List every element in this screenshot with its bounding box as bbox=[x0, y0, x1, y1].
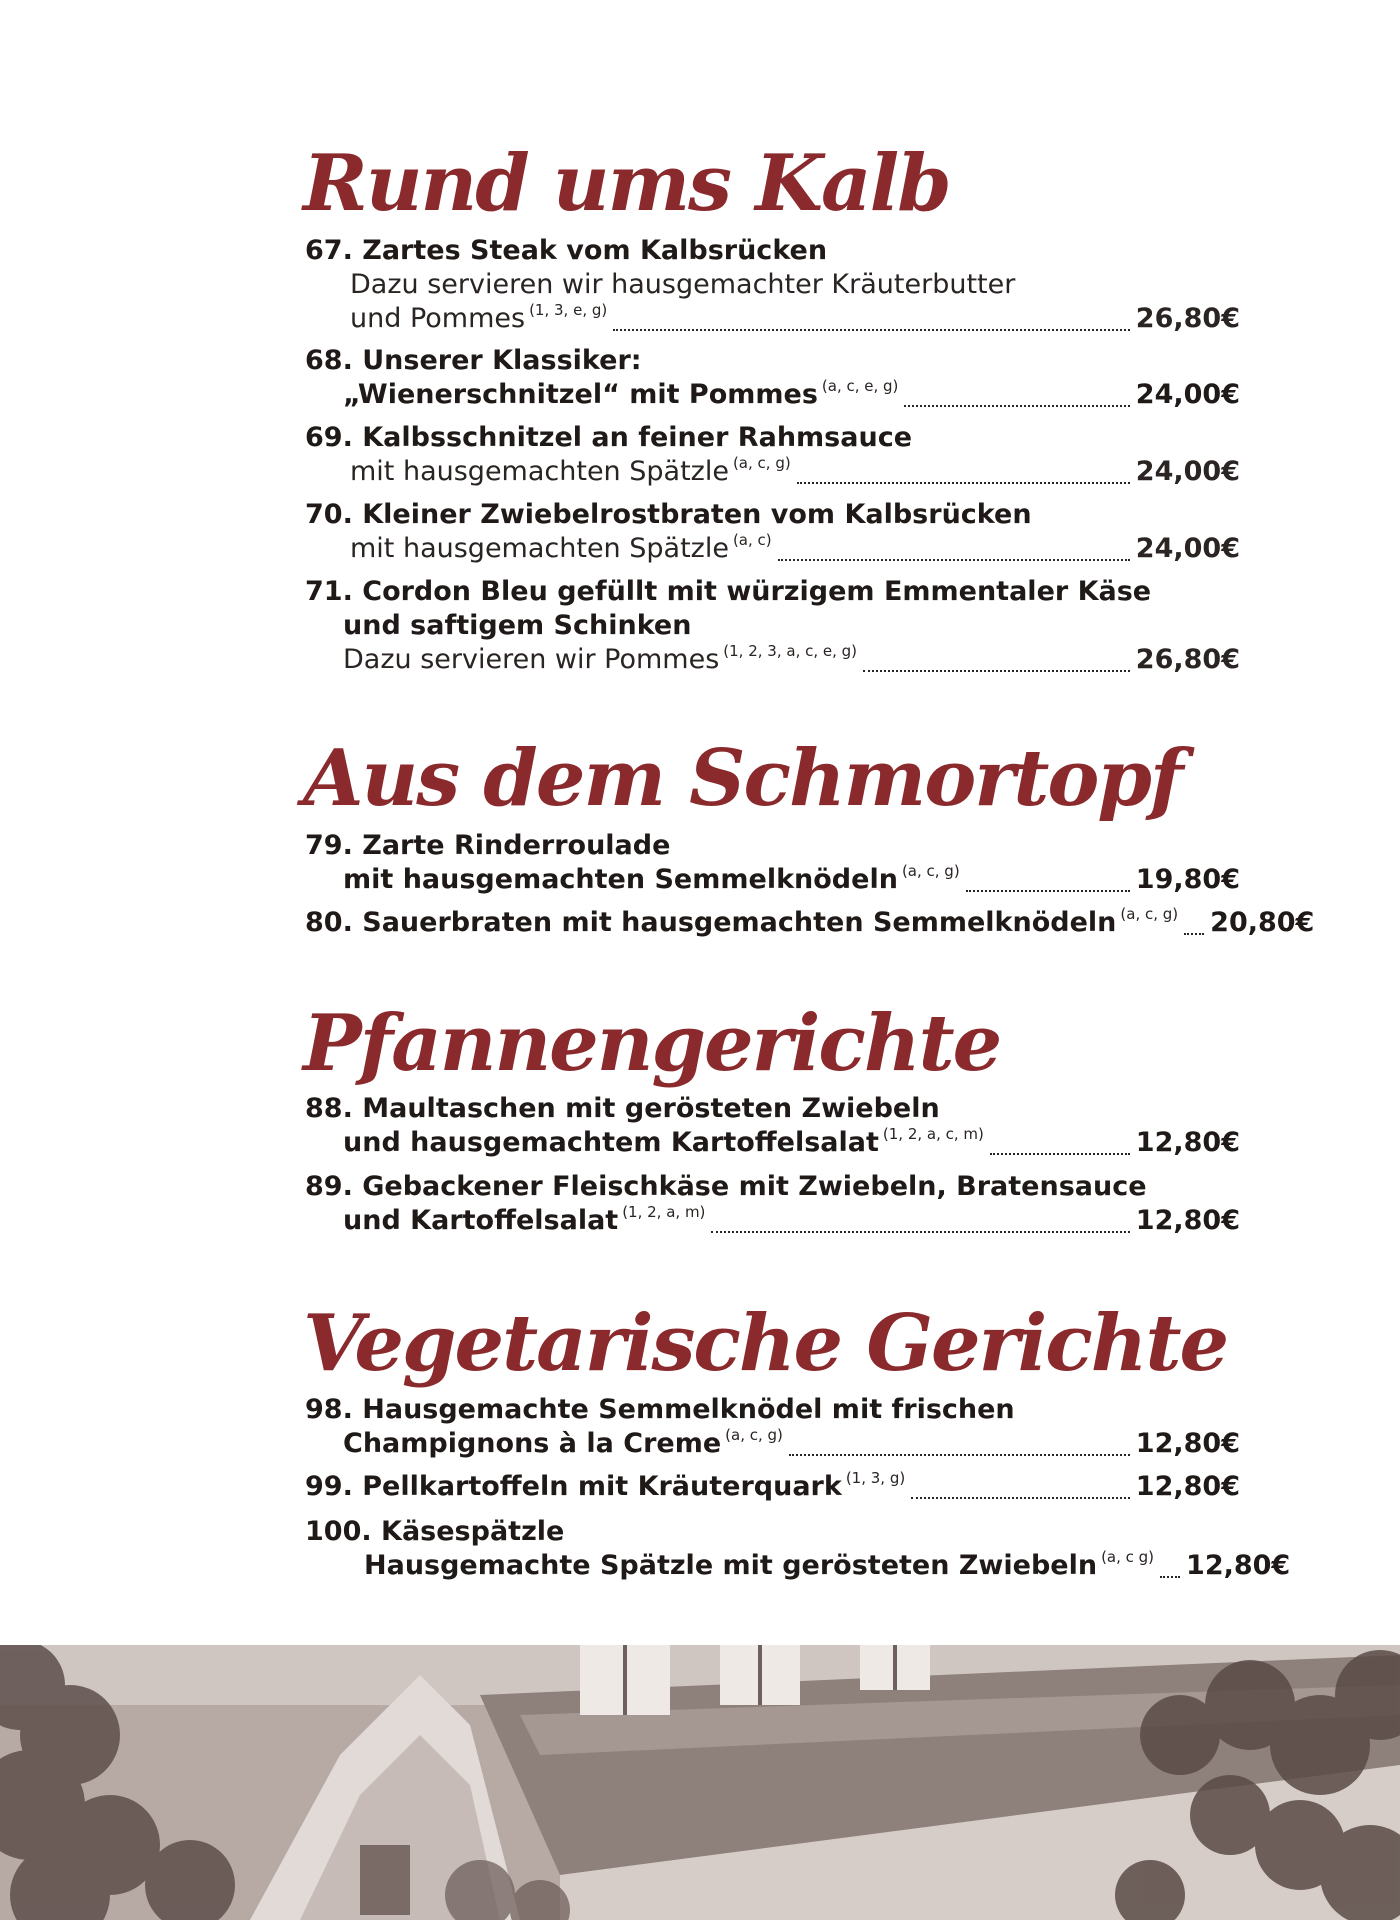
leader-dots bbox=[711, 1231, 1129, 1233]
item-price: 26,80€ bbox=[1135, 303, 1240, 334]
item-name: Zarte Rinderroulade bbox=[362, 830, 671, 861]
section-title: Vegetarische Gerichte bbox=[303, 1298, 1228, 1389]
item-price: 24,00€ bbox=[1135, 533, 1240, 564]
item-price: 26,80€ bbox=[1135, 644, 1240, 675]
item-allergens: (a, c, g) bbox=[1120, 905, 1179, 923]
item-number: 88. bbox=[305, 1093, 353, 1124]
item-name: Pellkartoffeln mit Kräuterquark bbox=[362, 1471, 842, 1502]
item-name: Hausgemachte Semmelknödel mit frischen bbox=[362, 1394, 1015, 1425]
item-description: Hausgemachte Spätzle mit gerösteten Zwiebeln bbox=[364, 1550, 1098, 1581]
item-number: 100. bbox=[305, 1516, 372, 1547]
item-number: 79. bbox=[305, 830, 353, 861]
item-price: 12,80€ bbox=[1135, 1428, 1240, 1459]
leader-dots bbox=[1184, 933, 1204, 935]
item-description: und Pommes bbox=[350, 303, 526, 334]
item-price: 12,80€ bbox=[1135, 1127, 1240, 1158]
item-number: 69. bbox=[305, 422, 353, 453]
item-description: und hausgemachtem Kartoffelsalat bbox=[343, 1127, 879, 1158]
item-price: 12,80€ bbox=[1135, 1205, 1240, 1236]
item-allergens: (1, 3, e, g) bbox=[529, 301, 608, 319]
item-description: „Wienerschnitzel“ mit Pommes bbox=[343, 379, 818, 410]
item-description: Champignons à la Creme bbox=[343, 1428, 722, 1459]
item-allergens: (a, c g) bbox=[1101, 1548, 1155, 1566]
decorative-house-photo bbox=[0, 1645, 1400, 1920]
item-description: mit hausgemachten Spätzle bbox=[350, 533, 729, 564]
leader-dots bbox=[990, 1153, 1130, 1155]
item-allergens: (1, 2, 3, a, c, e, g) bbox=[723, 642, 858, 660]
menu-item bbox=[305, 498, 1240, 569]
item-number: 67. bbox=[305, 235, 353, 266]
menu-item bbox=[305, 1393, 1240, 1464]
item-number: 68. bbox=[305, 345, 353, 376]
item-name: Kleiner Zwiebelrostbraten vom Kalbsrücken bbox=[362, 499, 1032, 530]
item-number: 71. bbox=[305, 576, 353, 607]
menu-item bbox=[305, 234, 1240, 339]
item-number: 98. bbox=[305, 1394, 353, 1425]
item-price: 20,80€ bbox=[1210, 907, 1315, 938]
item-price: 19,80€ bbox=[1135, 864, 1240, 895]
item-name: Cordon Bleu gefüllt mit würzigem Emmentaler Käse bbox=[362, 576, 1152, 607]
item-number: 70. bbox=[305, 499, 353, 530]
item-description: Dazu servieren wir hausgemachter Kräuterbutter bbox=[350, 269, 1016, 300]
item-allergens: (a, c) bbox=[732, 531, 772, 549]
menu-item bbox=[305, 1470, 1240, 1507]
item-allergens: (a, c, g) bbox=[725, 1426, 783, 1444]
item-price: 24,00€ bbox=[1135, 456, 1240, 487]
leader-dots bbox=[789, 1454, 1130, 1456]
item-name: Gebackener Fleischkäse mit Zwiebeln, Bratensauce bbox=[362, 1171, 1147, 1202]
menu-item bbox=[305, 829, 1240, 900]
item-description: und Kartoffelsalat bbox=[343, 1205, 619, 1236]
leader-dots bbox=[904, 405, 1129, 407]
menu-item bbox=[305, 1092, 1240, 1163]
menu-item bbox=[305, 1515, 1291, 1586]
leader-dots bbox=[1160, 1576, 1180, 1578]
item-allergens: (1, 2, a, c, m) bbox=[882, 1125, 984, 1143]
item-allergens: (a, c, g) bbox=[732, 454, 791, 472]
item-name: Zartes Steak vom Kalbsrücken bbox=[362, 235, 828, 266]
menu-item bbox=[305, 575, 1240, 680]
item-number: 99. bbox=[305, 1471, 353, 1502]
item-name: und saftigem Schinken bbox=[343, 610, 692, 641]
item-name: Unserer Klassiker: bbox=[362, 345, 642, 376]
leader-dots bbox=[863, 670, 1130, 672]
house-illustration bbox=[0, 1645, 1400, 1920]
leader-dots bbox=[797, 482, 1130, 484]
item-number: 89. bbox=[305, 1171, 353, 1202]
menu-item bbox=[305, 421, 1240, 492]
item-allergens: (a, c, g) bbox=[901, 862, 960, 880]
item-allergens: (1, 3, g) bbox=[845, 1469, 906, 1487]
item-description: Dazu servieren wir Pommes bbox=[343, 644, 720, 675]
section-title: Rund ums Kalb bbox=[303, 138, 950, 229]
item-allergens: (a, c, e, g) bbox=[821, 377, 899, 395]
item-price: 24,00€ bbox=[1135, 379, 1240, 410]
item-price: 12,80€ bbox=[1135, 1471, 1240, 1502]
item-name: Sauerbraten mit hausgemachten Semmelknödeln bbox=[362, 907, 1117, 938]
leader-dots bbox=[778, 559, 1130, 561]
section-title: Aus dem Schmortopf bbox=[303, 733, 1182, 824]
item-number: 80. bbox=[305, 907, 353, 938]
section-title: Pfannengerichte bbox=[303, 998, 1001, 1089]
item-name: Maultaschen mit gerösteten Zwiebeln bbox=[362, 1093, 940, 1124]
item-allergens: (1, 2, a, m) bbox=[622, 1203, 706, 1221]
menu-item bbox=[305, 1170, 1240, 1241]
item-name: Käsespätzle bbox=[381, 1516, 565, 1547]
item-name: Kalbsschnitzel an feiner Rahmsauce bbox=[362, 422, 913, 453]
item-price: 12,80€ bbox=[1186, 1550, 1291, 1581]
item-description: mit hausgemachten Semmelknödeln bbox=[343, 864, 898, 895]
leader-dots bbox=[613, 329, 1130, 331]
leader-dots bbox=[966, 890, 1130, 892]
leader-dots bbox=[911, 1497, 1130, 1499]
menu-item bbox=[305, 905, 1315, 943]
item-description: mit hausgemachten Spätzle bbox=[350, 456, 729, 487]
menu-item bbox=[305, 344, 1240, 415]
